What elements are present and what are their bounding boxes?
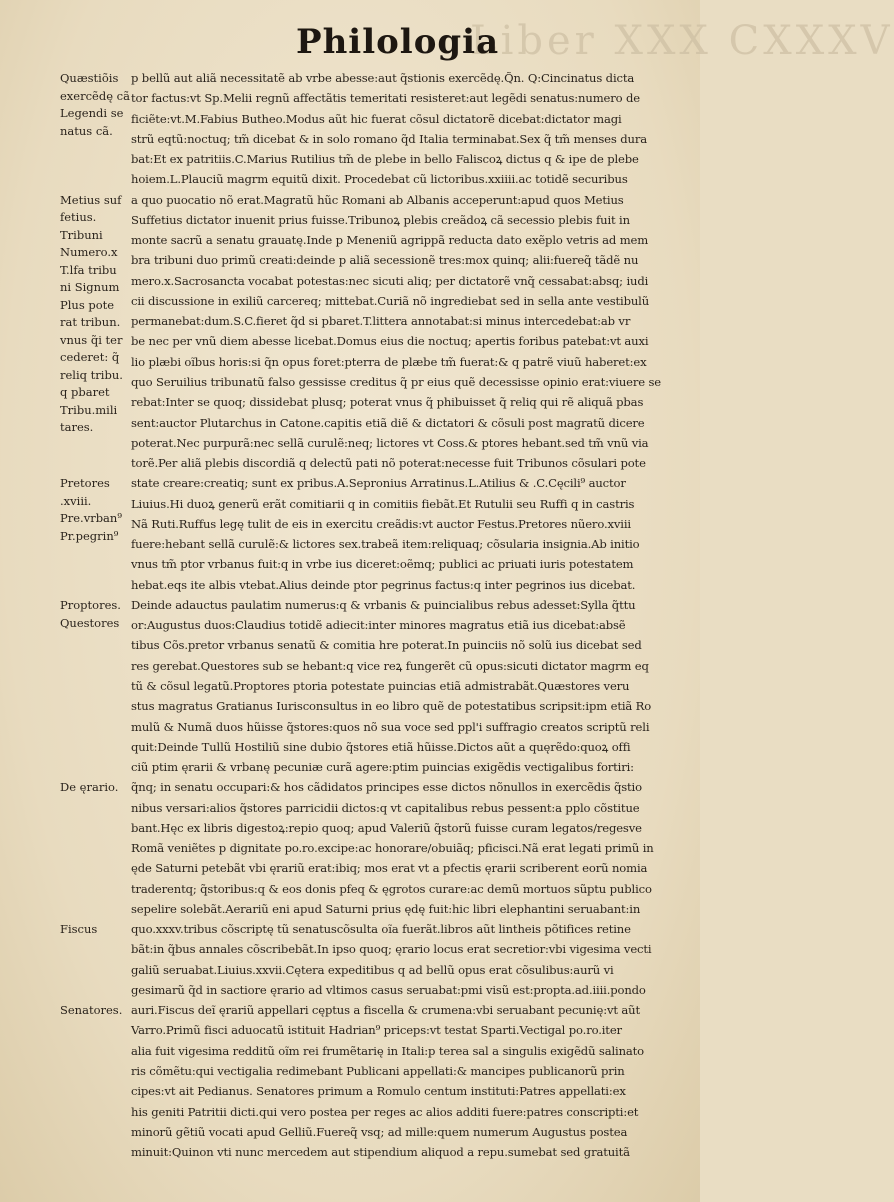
body-line: tũ & cõsul legatũ.Proptores ptoria potestate puincias etiã admistrabãt.Quæstores veru [131, 678, 630, 693]
margin-note [60, 475, 132, 545]
body-line: auri.Fiscus deĩ ęrariũ appellari cęptus a fiscella & crumena:vbi seruabant pecunię:vt aũt [131, 1003, 640, 1018]
body-line: alia fuit vigesima redditũ oĩm rei frumẽtarię in Itali:p terea sal a singulis exigẽdũ salinato [131, 1043, 645, 1058]
body-line: Liuius.Hi duoꝝ generũ erãt comitiarii q in comitiis fiebãt.Et Rutulii seu Ruffi q in castris [131, 496, 635, 511]
margin-note [60, 597, 132, 632]
body-line: vnus tm̃ ptor vrbanus fuit:q in vrbe ius diceret:oẽmq; publici ac priuati iuris potestatem [131, 557, 634, 572]
body-line: q̃nq; in senatu occupari:& hos cãdidatos principes esse dictos nõnullos in exercẽdis q̃stio [131, 780, 642, 795]
body-line: state creare:creatiq; sunt ex pribus.A.Sepronius Arratinus.L.Atilius & .C.Cęcili⁹ auctor [131, 476, 626, 491]
margin-note-line: natus cã. [60, 123, 113, 138]
margin-note [60, 70, 132, 140]
body-line: strũ eqtũ:noctuq; tm̃ dicebat & in solo romano q̃d Italia terminabat.Sex q̃ tm̃ menses dura [131, 131, 647, 146]
margin-note-line: Fiscus [60, 922, 98, 937]
body-line: mero.x.Sacrosancta vocabat potestas:nec sicuti aliq; per dictatorẽ vnq̃ cessabat:absq; iudi [131, 273, 649, 288]
body-line: minuit:Quinon vti nunc mercedem aut stipendium aliquod a repu.sumebat sed gratuitã [131, 1145, 630, 1160]
body-line: Nã Ruti.Ruffus legę tulit de eis in exercitu creãdis:vt auctor Festus.Pretores nũero.xviii [131, 516, 631, 531]
margin-note-line: reliq tribu. [60, 367, 123, 382]
body-line: quo.xxxv.tribus cõscriptę tũ senatuscõsulta oĩa fuerãt.libros aũt lintheis põtifices retine [131, 922, 631, 937]
body-line: bant.Hęc ex libris digestoꝝ:repio quoq; apud Valeriũ q̃storũ fuisse curam legatos/regesve [131, 820, 642, 835]
margin-note-line: tares. [60, 420, 94, 435]
body-line: gesimarũ q̃d in sactiore ęrario ad vltimos casus seruabat:pmi visũ est:propta.ad.iiii.pondo [131, 982, 646, 997]
body-line: be nec per vnũ diem abesse licebat.Domus eius die noctuq; apertis foribus patebat:vt auxi [131, 334, 649, 349]
body-line: quo Seruilius tribunatũ falso gessisse creditus q̃ pr eius quẽ decessisse opinio erat:viuere se [131, 374, 661, 389]
body-line: p bellũ aut aliã necessitatẽ ab vrbe abesse:aut q̃stionis exercẽdę.Q̃n. Q:Cincinatus dicta [131, 71, 635, 85]
margin-note-line: De ęrario. [60, 780, 119, 795]
margin-note-line: Tribu.mili [60, 402, 118, 417]
margin-note-line: T.lfa tribu [60, 262, 117, 277]
margin-note [60, 779, 132, 797]
margin-note [60, 921, 132, 939]
body-line: bãt:in q̃bus annales cõscribebãt.In ipso quoq; ęrario locus erat secretior:vbi vigesima vecti [131, 942, 652, 957]
margin-note [60, 1002, 132, 1020]
margin-note-line: Metius suf [60, 192, 122, 207]
body-line: mulũ & Numã duos hũisse q̃stores:quos nõ sua voce sed ppl'i suffragio creatos scriptũ reli [131, 719, 650, 734]
body-line: tor factus:vt Sp.Melii regnũ affectãtis temeritati resisteret:aut legẽdi senatus:numero de [131, 91, 640, 106]
running-head-title: Philologia [296, 22, 500, 62]
margin-note-line: Plus pote [60, 297, 115, 312]
body-line: cipes:vt ait Pedianus. Senatores primum a Romulo centum instituti:Patres appellati:ex [131, 1084, 626, 1099]
body-line: permanebat:dum.S.C.fieret q̃d si pbaret.T.littera annotabat:si minus intercedebat:ab vr [131, 314, 631, 329]
body-line: hebat.eqs ite albis vtebat.Alius deinde ptor pegrinus factus:q inter pegrinos ius dicebat. [131, 577, 636, 592]
margin-note-line: Senatores. [60, 1003, 123, 1018]
margin-note-line: fetius. [60, 210, 97, 225]
body-line: cii discussione in exiliũ carcereq; mittebat.Curiã nõ ingrediebat sed in sella ante vestibulũ [131, 293, 650, 308]
margin-note-line: Legendi se [60, 106, 124, 120]
body-line: Varro.Primũ fisci aduocatũ istituit Hadrian⁹ priceps:vt testat Sparti.Vectigal po.ro.iter [131, 1023, 622, 1038]
body-line: galiũ seruabat.Liuius.xxvii.Cętera expeditibus q ad bellũ opus erat cõsulibus:aurũ vi [131, 962, 614, 977]
margin-note-line: .xviii. [60, 493, 92, 508]
body-line: hoiem.L.Plauciũ magrm equitũ dixit. Procedebat cũ lictoribus.xxiiii.ac totidẽ securibus [131, 172, 628, 187]
margin-note-line: Quæstiõis [60, 71, 119, 85]
body-line: bra tribuni duo primũ creati:deinde p aliã secessionẽ tres:mox quinq; alii:fuereq̃ tãdẽ nu [131, 253, 639, 268]
margin-note-line: vnus q̃i ter [60, 332, 123, 347]
body-line: his geniti Patritii dicti.qui vero postea per reges ac alios additi fuere:patres conscripti:et [131, 1104, 639, 1119]
body-line: minorũ gẽtiũ vocati apud Gelliũ.Fuereq̃ vsq; ad mille:quem numerum Augustus postea [131, 1124, 628, 1139]
body-line: sepelire solebãt.Aerariũ eni apud Saturni prius ędę fuit:hic libri elephantini seruabant:in [131, 901, 641, 916]
margin-note-line: rat tribun. [60, 315, 121, 330]
body-line: nibus versari:alios q̃stores parricidii dictos:q vt capitalibus rebus pessent:a pplo cõstitue [131, 800, 640, 815]
body-line: sent:auctor Plutarchus in Catone.capitis etiã diẽ & dictatori & cõsuli post magratũ dicere [131, 415, 645, 430]
margin-note-line: exercẽdę cã [60, 88, 130, 103]
body-line: res gerebat.Questores sub se hebant:q vice reꝝ fungerẽt cũ opus:sicuti dictator magrm eq [131, 658, 649, 673]
body-line: monte sacrũ a senatu grauatę.Inde p Meneniũ agrippã reducta dato exẽplo vetris ad mem [131, 233, 649, 248]
body-line: a quo puocatio nõ erat.Magratũ hũc Romani ab Albanis acceperunt:apud quos Metius [131, 192, 624, 207]
margin-note [60, 192, 132, 437]
margin-note-line: Proptores. [60, 598, 121, 613]
margin-note-line: Pretores [60, 476, 110, 491]
body-line: Deinde adauctus paulatim numerus:q & vrbanis & puincialibus rebus adesset:Sylla q̃ttu [131, 597, 636, 612]
body-line: torẽ.Per aliã plebis discordiã q delectũ pati nõ poterat:necesse fuit Tribunos cõsulari pote [131, 456, 646, 471]
body-line: ficiẽte:vt.M.Fabius Butheo.Modus aũt hic fuerat cõsul dictatorẽ dicebat:dictator magi [131, 111, 622, 126]
margin-note-line: q pbaret [60, 385, 110, 400]
body-line: stus magratus Gratianus Iurisconsultus in eo libro quẽ de potestatibus scripsit:ipm etiã Ro [131, 699, 652, 714]
bleed-through-text: Liber XXX CXXXV [470, 18, 894, 64]
margin-note-line: Questores [60, 615, 120, 630]
margin-note-line: cederet: q̃ [60, 350, 120, 365]
body-line: rebat:Inter se quoq; dissidebat plusq; poterat vnus q̃ phibuisset q̃ reliq qui rẽ aliquã pbas [131, 395, 644, 410]
body-line: ciũ ptim ęrarii & vrbanę pecuniæ curã agere:ptim puincias exigẽdis vectigalibus fortiri: [131, 760, 634, 775]
body-line: Suffetius dictator inuenit prius fuisse.Tribunoꝝ plebis creãdoꝝ cã secessio plebis fuit in [131, 212, 630, 227]
body-line: bat:Et ex patritiis.C.Marius Rutilius tm̃ de plebe in bello Faliscoꝝ dictus q & ipe de plebe [131, 152, 639, 167]
margin-note-line: Numero.x [60, 245, 118, 260]
body-line: poterat.Nec purpurã:nec sellã curulẽ:neq; lictores vt Coss.& ptores hebant.sed tm̃ vnũ via [131, 435, 649, 450]
margin-note-line: Tribuni [60, 227, 103, 242]
body-text-column [131, 68, 676, 1162]
body-line: tibus Cõs.pretor vrbanus senatũ & comitia hre poterat.In puinciis nõ solũ ius dicebat sed [131, 638, 642, 653]
margin-note-line: ni Signum [60, 280, 120, 295]
body-line: or:Augustus duos:Claudius totidẽ adiecit:inter minores magratus etiã ius dicebat:absẽ [131, 618, 626, 633]
margin-note-line: Pr.pegrin⁹ [60, 528, 119, 543]
body-line: lio plæbi oĩbus horis:si q̃n opus foret:pterra de plæbe tm̃ fuerat:& q patrẽ viuũ haberet:ex [131, 354, 647, 369]
margin-note-line: Pre.vrban⁹ [60, 511, 122, 526]
body-line: traderentq; q̃storibus:q & eos donis pfeq & ęgrotos curare:ac demũ mortuos sũptu publico [131, 881, 652, 896]
body-line: fuere:hebant sellã curulẽ:& lictores sex.trabeã item:reliquaq; cõsularia insignia.Ab initio [131, 537, 640, 552]
body-line: ris cõmẽtu:qui vectigalia redimebant Publicani appellati:& mancipes publicanorũ prin [131, 1064, 625, 1079]
body-line: Romã veniẽtes p dignitate po.ro.excipe:ac honorare/obuiãq; pficisci.Nã erat legati primũ in [131, 841, 654, 856]
body-line: quit:Deinde Tullũ Hostiliũ sine dubio q̃stores etiã hũisse.Dictos aũt a quęrẽdo:quoꝝ offi [131, 739, 631, 754]
body-line: ęde Saturni petebãt vbi ęrariũ erat:ibiq; mos erat vt a pfectis ęrarii scriberent eorũ nomia [131, 861, 648, 876]
